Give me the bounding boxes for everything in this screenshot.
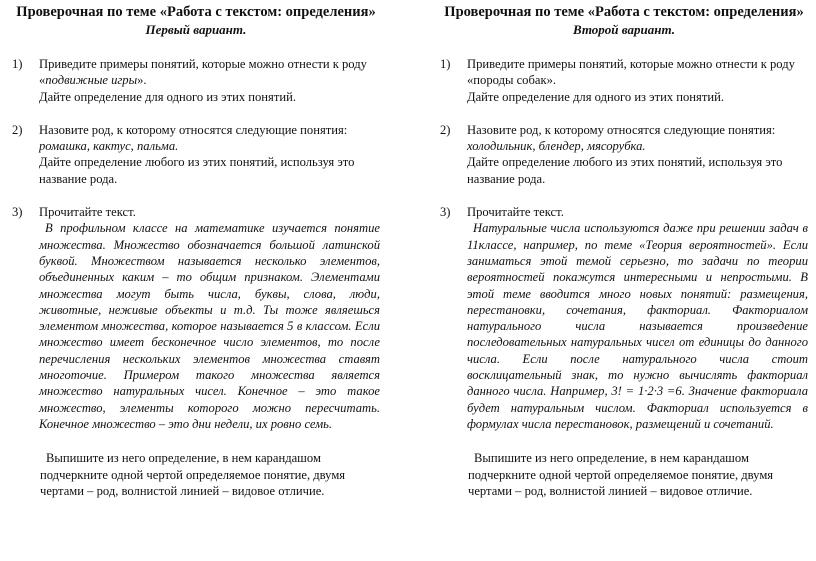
question-number: 1) — [12, 57, 23, 71]
reading-text: В профильном классе на математике изучается понятие множества. Множество обозначается большой латинской буквой. Множеством называется несколько элементов, объединенных каким – то общим признаком. Элементами множества могут быть числа, буквы, слова, люди, животные, неживые объекты и т.д. Ты тоже являешься элементом множества, которое называется 5 в классом. Если множество имеет бесконечное число элементов, то после перечисления нескольких элементов множества ставят многоточие. Примером такого множества является множество натуральных чисел. Конечное – это такое множество, элементы которого можно пересчитать. Конечное множество – это дни недели, их ровно семь. — [39, 221, 380, 431]
question-instruction: Дайте определение любого из этих понятий, используя это название рода. — [467, 155, 783, 186]
question-text: Прочитайте текст. — [39, 205, 136, 220]
variant-2-task: Выпишите из него определение, в нем карандашом подчеркните одной чертой определяемое понятие, двумя чертами – род, волнистой линией – видовое отличие. — [468, 451, 774, 498]
variant-2-question-3 — [440, 204, 808, 432]
variant-1-question-3 — [12, 204, 380, 432]
variant-2-question-2 — [440, 122, 808, 187]
question-text: Приведите примеры понятий, которые можно отнести к роду — [467, 57, 795, 71]
question-term: «породы собак». — [467, 73, 557, 88]
variant-1-subtitle: Первый вариант. — [145, 22, 247, 37]
question-term: «подвижные игры». — [39, 73, 147, 88]
question-terms: ромашка, кактус, пальма. — [39, 139, 179, 154]
variant-2-column — [440, 0, 808, 499]
variant-1-question-1 — [12, 56, 380, 105]
question-terms: холодильник, блендер, мясорубка. — [467, 139, 646, 154]
question-instruction: Дайте определение для одного из этих понятий. — [467, 89, 724, 104]
variant-1-title: Проверочная по теме «Работа с текстом: определения» — [16, 4, 376, 20]
question-instruction: Дайте определение любого из этих понятий, используя это название рода. — [39, 155, 355, 186]
question-number: 3) — [12, 205, 23, 220]
variant-2-subtitle: Второй вариант. — [573, 22, 675, 37]
variant-2-question-1 — [440, 56, 808, 105]
question-instruction: Дайте определение для одного из этих понятий. — [39, 89, 296, 104]
variant-1-question-2 — [12, 122, 380, 187]
question-text: Прочитайте текст. — [467, 205, 564, 220]
question-number: 2) — [12, 122, 23, 137]
question-text: Назовите род, к которому относятся следующие понятия: — [467, 122, 776, 137]
question-number: 1) — [440, 57, 451, 71]
question-number: 2) — [440, 122, 451, 137]
variant-1-column — [12, 0, 380, 499]
variant-2-title: Проверочная по теме «Работа с текстом: определения» — [444, 4, 804, 20]
question-text: Приведите примеры понятий, которые можно отнести к роду — [39, 57, 367, 71]
question-text: Назовите род, к которому относятся следующие понятия: — [39, 122, 348, 137]
variant-1-task: Выпишите из него определение, в нем карандашом подчеркните одной чертой определяемое понятие, двумя чертами – род, волнистой линией – видовое отличие. — [40, 451, 346, 498]
question-number: 3) — [440, 205, 451, 220]
reading-text: Натуральные числа используются даже при решении задач в 11классе, например, по теме «Теория вероятностей». Если заниматься этой темой серьезно, то задачи по теории вероятностей покажутся интересными и непростыми. В этой теме вводится много новых понятий: размещения, перестановки, сочетания, факториал. Факториалом натурального числа называется произведение последовательных натуральных чисел от единицы до данного числа. Если после натурального числа стоит восклицательный знак, то нужно вычислять факториал данного числа. Например, 3! = 1·2·3 =6. Значение факториала будет натуральным числом. Факториал используется в формулах числа перестановок, размещений и сочетаний. — [467, 221, 808, 431]
